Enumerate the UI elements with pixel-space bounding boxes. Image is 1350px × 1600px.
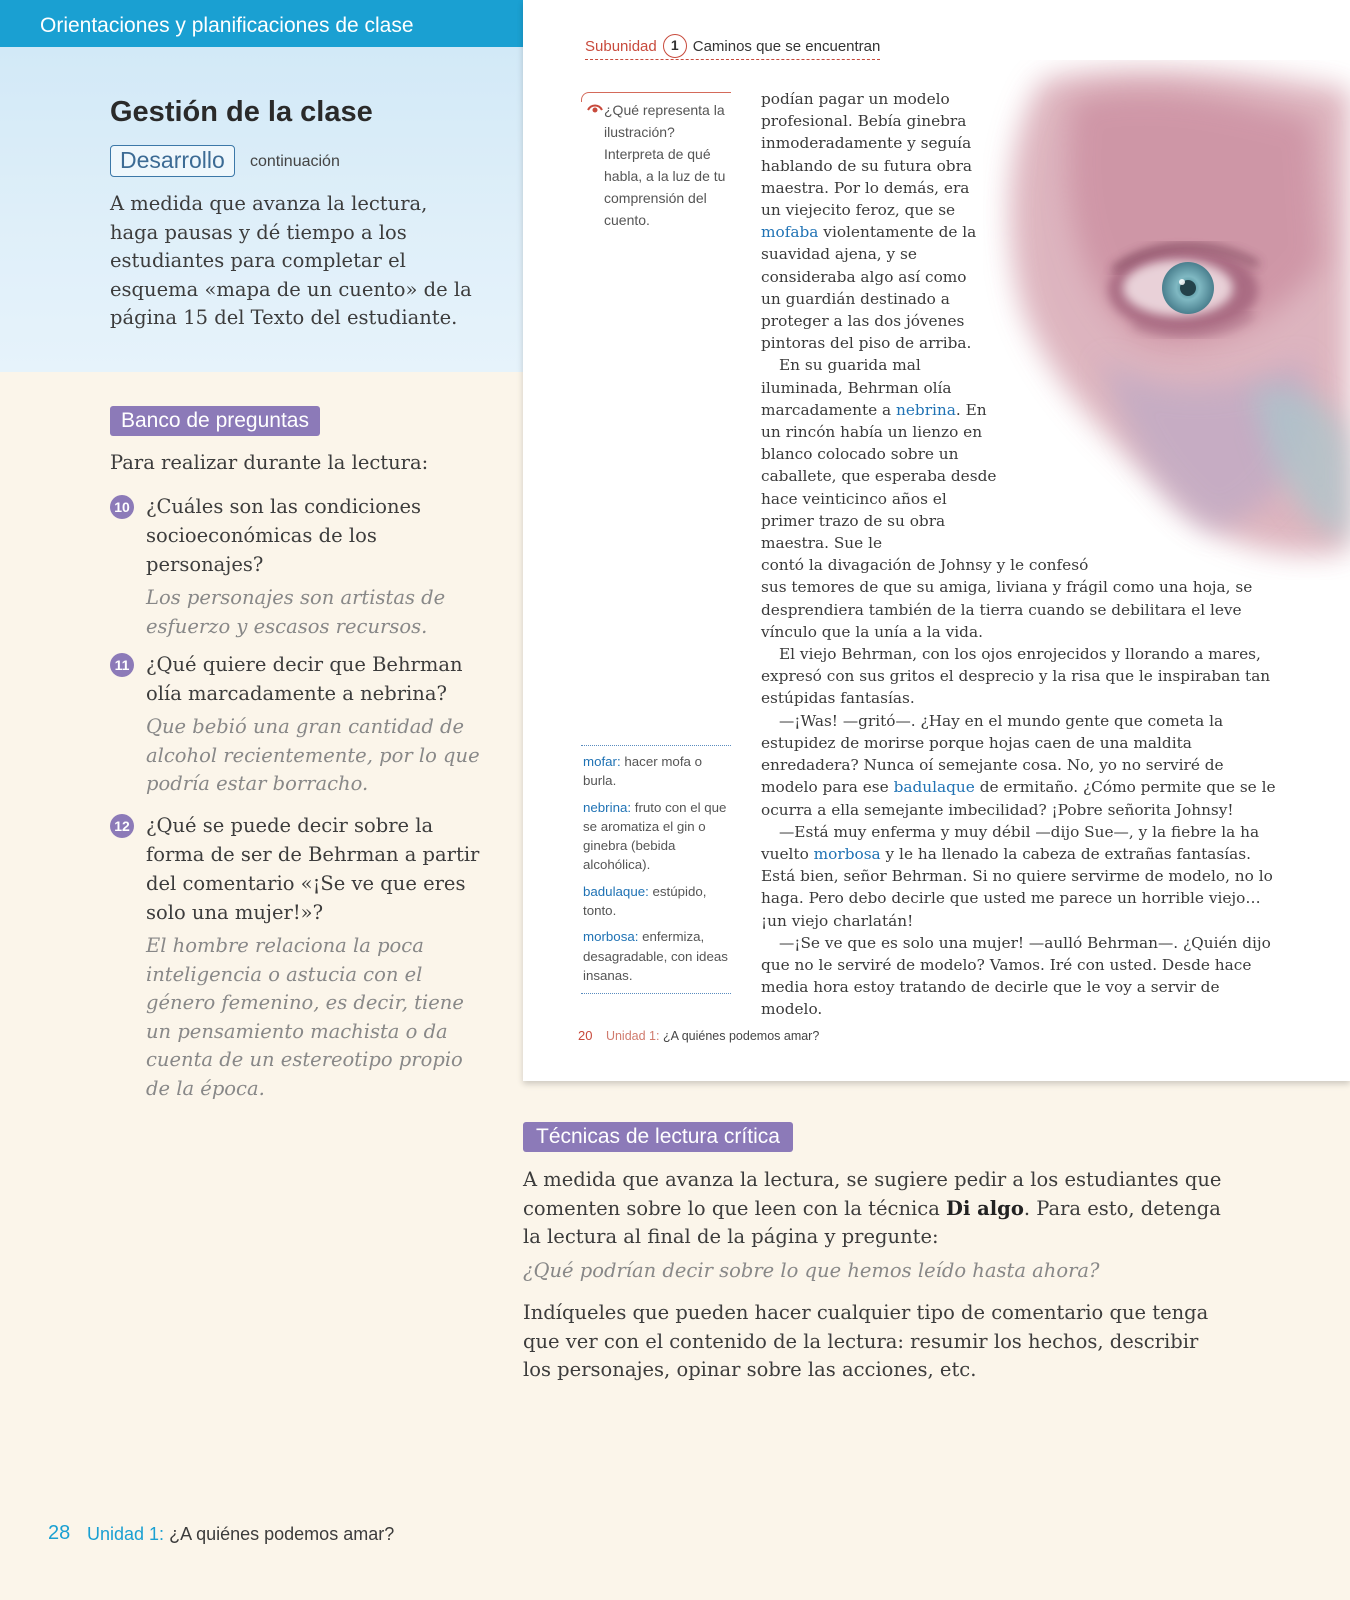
glossary-entry <box>583 798 731 875</box>
tecnicas-text-segment: A medida que avanza la lectura, se sugiere pedir a los estudiantes que comenten sobre lo que leen con la técnica <box>523 1168 1222 1220</box>
question-number: 10 <box>110 495 134 519</box>
question-answer: El hombre relaciona la poca inteligencia o astucia con el género femenino, es decir, tiene un pensamiento machista o da cuenta de un estereotipo propio de la época. <box>146 934 464 1100</box>
question-number: 11 <box>110 653 134 677</box>
banco-intro: Para realizar durante la lectura: <box>110 451 429 474</box>
story-paragraph: El viejo Behrman, con los ojos enrojecidos y llorando a mares, expresó con sus gritos el desprecio y la risa que le inspiraban tan estúpidas fantasías. <box>761 645 1271 708</box>
glossary-entry <box>583 927 731 985</box>
story-text-segment: de ermitaño. ¿Cómo permite que se le ocurra a ella semejante imbecilidad? ¡Pobre señorita Johnsy! <box>761 778 1276 819</box>
question-number: 12 <box>110 814 134 838</box>
story-text-segment: podían pagar un modelo profesional. Bebía ginebra inmoderadamente y seguía hablando de su futura obra maestra. Por lo demás, era un viejecito feroz, que se <box>761 90 973 220</box>
story-paragraph <box>761 710 1276 821</box>
side-question: ¿Qué representa la ilustración? Interpreta de qué habla, a la luz de tu comprensión del cuento. <box>604 102 726 228</box>
tecnicas-label: Técnicas de lectura crítica <box>523 1122 793 1152</box>
tecnicas-text-segment: . Para esto, detenga la lectura al final de la página y pregunte: <box>523 1196 1221 1248</box>
story-text-segment: . En un rincón había un lienzo en blanco colocado sobre un caballete, que esperaba desde hace veinticinco años el primer trazo de su obra maestra. Sue le <box>761 400 997 553</box>
tecnicas-paragraph: Indíqueles que pueden hacer cualquier tipo de comentario que tenga que ver con el contenido de la lectura: resumir los hechos, describir los personajes, opinar sobre las acciones, etc. <box>523 1301 1209 1381</box>
story-paragraph: contó la divagación de Johnsy y le confesó <box>761 556 1089 575</box>
glossary-term: mofar: <box>583 754 621 769</box>
gestion-text: A medida que avanza la lectura, haga pausas y dé tiempo a los estudiantes para completar el esquema «mapa de un cuento» de la página 15 del Texto del estudiante. <box>110 192 472 329</box>
story-paragraph <box>761 88 979 354</box>
glossary-word: mofaba <box>761 223 819 242</box>
continuation-label: continuación <box>250 153 340 170</box>
story-text-segment: —Está muy enferma y muy débil —dijo Sue—, y la fiebre la ha vuelto <box>761 822 1260 863</box>
glossary-term: badulaque: <box>583 883 649 899</box>
subunit-title: Caminos que se encuentran <box>692 37 881 55</box>
glossary-entry <box>583 882 731 921</box>
question-item <box>110 492 480 641</box>
question-item <box>110 811 480 1103</box>
subunit-label: Subunidad <box>585 37 657 55</box>
footer-unit-title: ¿A quiénes podemos amar? <box>169 1524 395 1544</box>
question-answer: Que bebió una gran cantidad de alcohol recientemente, por lo que podría estar borracho. <box>146 715 480 795</box>
glossary-definition: enfermiza, desagradable, con ideas insanas. <box>583 929 728 983</box>
glossary-definition: estúpido, tonto. <box>583 883 707 919</box>
student-page <box>523 0 1350 1081</box>
eye-icon <box>587 102 603 114</box>
story-text-segment: En su guarida mal iluminada, Behrman olía marcadamente a <box>761 356 952 419</box>
glossary-definition: fruto con el que se aromatiza el gin o ginebra (bebida alcohólica). <box>583 799 727 873</box>
student-page-unit: Unidad 1: <box>605 1029 660 1043</box>
question-answer: Los personajes son artistas de esfuerzo y escasos recursos. <box>146 586 446 638</box>
story-paragraph <box>761 821 1276 932</box>
tecnicas-technique-name: Di algo <box>946 1196 1024 1220</box>
glossary-word: morbosa <box>813 844 881 863</box>
tecnicas-question: ¿Qué podrían decir sobre lo que hemos leído hasta ahora? <box>523 1259 1100 1282</box>
glossary-word: badulaque <box>893 778 975 797</box>
header-title: Orientaciones y planificaciones de clase <box>40 14 414 37</box>
header-bar <box>0 0 523 47</box>
story-text <box>761 88 1276 1021</box>
story-text-segment: y le ha llenado la cabeza de extrañas fantasías. Está bien, señor Behrman. Si no quiere servirme de modelo, no lo haga. Pero debo decirle que usted me parece un horrible viejo… ¡un viejo charlatán! <box>761 844 1273 930</box>
subunit-number: 1 <box>663 34 687 58</box>
student-page-unit-title: ¿A quiénes podemos amar? <box>662 1029 820 1043</box>
question-item <box>110 650 480 799</box>
student-page-number: 20 <box>578 1028 593 1043</box>
question-text: ¿Cuáles son las condiciones socioeconómicas de los personajes? <box>146 495 422 576</box>
banco-label: Banco de preguntas <box>110 406 320 436</box>
gestion-title: Gestión de la clase <box>110 96 373 128</box>
question-text: ¿Qué se puede decir sobre la forma de ser de Behrman a partir del comentario «¡Se ve que eres solo una mujer!»? <box>146 814 480 924</box>
glossary-word: nebrina <box>896 400 956 419</box>
glossary-entry <box>583 752 731 791</box>
question-text: ¿Qué quiere decir que Behrman olía marcadamente a nebrina? <box>146 653 463 705</box>
story-text-segment: violentamente de la suavidad ajena, y se consideraba algo así como un guardián destinado a proteger a las dos jóvenes pintoras del piso de arriba. <box>761 223 977 353</box>
glossary-box <box>581 745 731 994</box>
story-paragraph: —¡Se ve que es solo una mujer! —aulló Behrman—. ¿Quién dijo que no le serviré de modelo? Vamos. Iré con usted. Desde hace media hora estoy tratando de decirle que le voy a servir de modelo. <box>761 933 1271 1019</box>
glossary-term: nebrina: <box>583 799 632 815</box>
desarrollo-badge: Desarrollo <box>110 145 235 177</box>
tecnicas-paragraph <box>523 1166 1223 1252</box>
subunit-header <box>585 34 880 60</box>
story-paragraph: sus temores de que su amiga, liviana y frágil como una hoja, se desprendiera también de la tierra cuando se debilitara el leve vínculo que la unía a la vida. <box>761 578 1253 641</box>
glossary-term: morbosa: <box>583 929 639 945</box>
student-page-footer <box>578 1028 819 1043</box>
story-paragraph <box>761 354 1001 554</box>
page-number: 28 <box>48 1522 71 1544</box>
glossary-definition: hacer mofa o burla. <box>583 754 702 789</box>
footer-unit-label: Unidad 1: <box>87 1524 165 1544</box>
footer-unit <box>87 1524 394 1545</box>
story-text-segment: —¡Was! —gritó—. ¿Hay en el mundo gente que cometa la estupidez de morirse porque hojas caen de una maldita enredadera? Nunca oí semejante cosa. No, yo no serviré de modelo para ese <box>761 711 1224 797</box>
